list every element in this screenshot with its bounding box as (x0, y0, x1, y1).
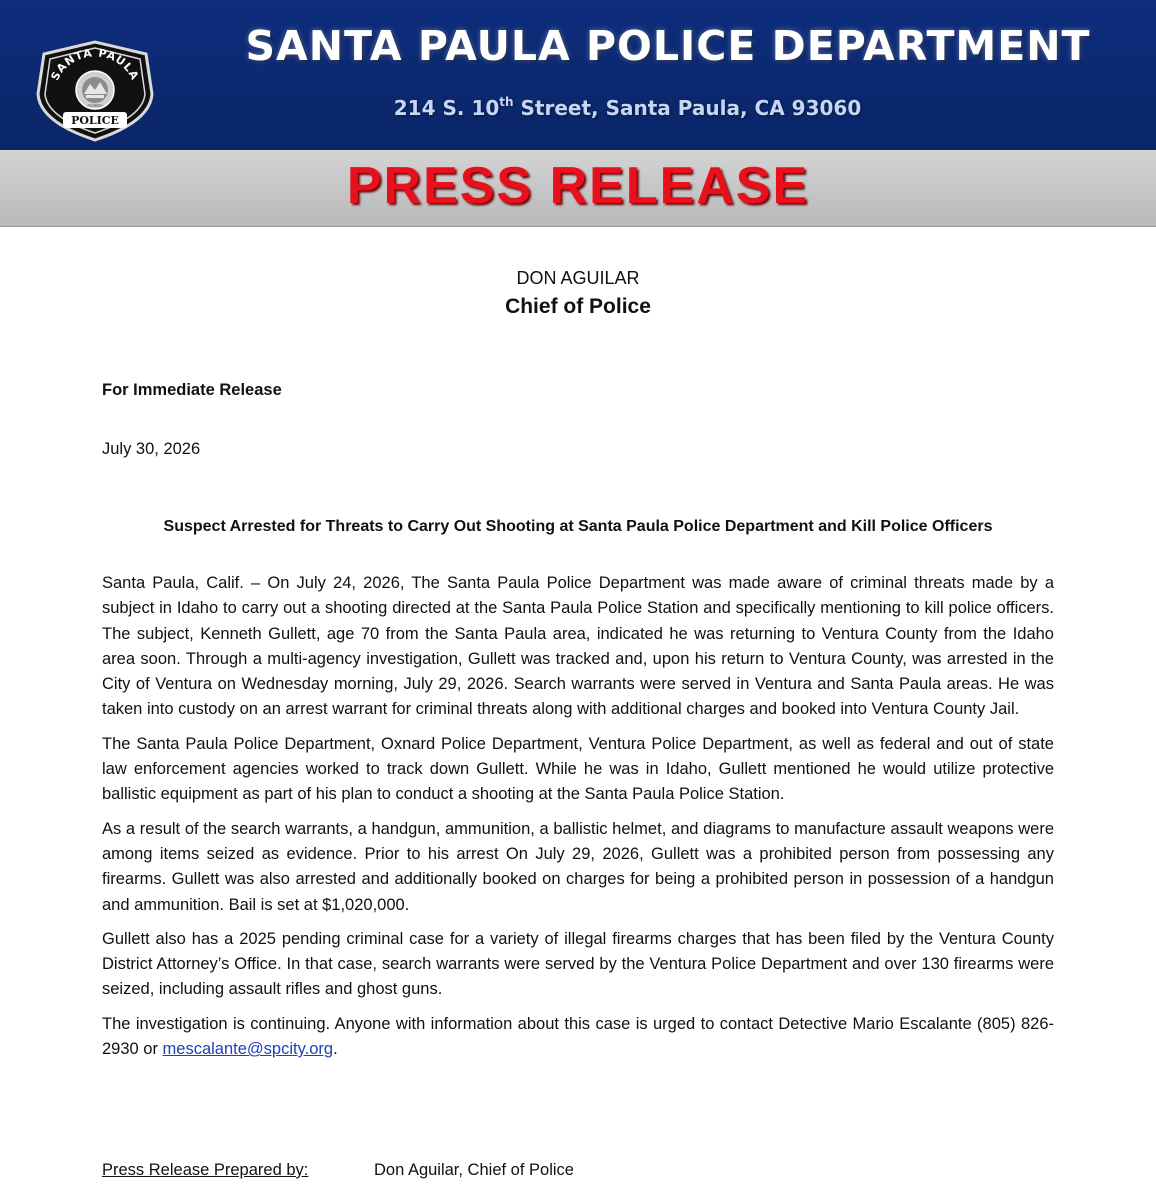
release-date: July 30, 2026 (102, 440, 201, 458)
address-superscript: th (499, 95, 514, 109)
body-paragraph: Santa Paula, Calif. – On July 24, 2026, The Santa Paula Police Department was made aware of criminal threats made by a subject in Idaho to carry out a shooting directed at the Santa Paula Police Station and specifically mentioning to kill police officers. The subject, Kenneth Gullett, age 70 from the Santa Paula area, indicated he was returning to Ventura County from the Idaho area soon. Through a multi-agency investigation, Gullett was tracked and, upon his return to Ventura County, was arrested in the City of Ventura on Wednesday morning, July 29, 2026. Search warrants were served in Ventura and Santa Paula areas. He was taken into custody on an arrest warrant for criminal threats along with additional charges and booked into Ventura County Jail. (102, 574, 1054, 719)
prepared-by-name: Don Aguilar, Chief of Police (374, 1161, 574, 1179)
department-name: SANTA PAULA POLICE DEPARTMENT (245, 22, 1091, 70)
badge-seal-text: FOUNDED (87, 103, 103, 108)
badge-bottom-text: POLICE (71, 114, 119, 127)
press-release-title: PRESS RELEASE (346, 157, 810, 215)
press-release-banner (0, 150, 1156, 227)
contact-text: The investigation is continuing. Anyone with information about this case is urged to contact Detective Mario Escalante (805) 826-2930 or (102, 1014, 1054, 1059)
body-paragraph: The Santa Paula Police Department, Oxnard Police Department, Ventura Police Department, as well as federal and out of state law enforcement agencies worked to track down Gullett. While he was in Idaho, Gullett mentioned he would utilize protective ballistic equipment as part of his plan to conduct a shooting at the Santa Paula Police Station. (102, 734, 1054, 804)
chief-title: Chief of Police (505, 295, 651, 318)
prepared-by-label: Press Release Prepared by: (102, 1161, 309, 1179)
address-suffix: Street, Santa Paula, CA 93060 (513, 96, 862, 120)
body-paragraph: As a result of the search warrants, a handgun, ammunition, a ballistic helmet, and diagrams to manufacture assault weapons were among items seized as evidence. Prior to his arrest On July 29, 2026, Gullett was a prohibited person from possessing any firearms. Gullett was also arrested and additionally booked on charges for being a prohibited person in possession of a handgun and ammunition. Bail is set at $1,020,000. (102, 819, 1054, 914)
release-note: For Immediate Release (102, 381, 282, 399)
address-prefix: 214 S. 10 (393, 96, 500, 120)
headline: Suspect Arrested for Threats to Carry Out Shooting at Santa Paula Police Department and Kill Police Officers (163, 518, 993, 535)
header-band (0, 0, 1156, 150)
contact-email-link[interactable]: mescalante@spcity.org (162, 1040, 334, 1059)
contact-paragraph (102, 1012, 1054, 1063)
chief-name: DON AGUILAR (516, 268, 640, 288)
badge-top-text: SANTA PAULA (48, 46, 142, 83)
department-address (180, 96, 1075, 120)
contact-trailing: . (333, 1040, 338, 1059)
prepared-by-line (102, 1161, 574, 1180)
police-badge-icon (32, 40, 158, 144)
release-body (102, 571, 1054, 1071)
body-paragraph: Gullett also has a 2025 pending criminal case for a variety of illegal firearms charges that has been filed by the Ventura County District Attorney’s Office. In that case, search warrants were served by the Ventura Police Department and over 130 firearms were seized, including assault rifles and ghost guns. (102, 929, 1054, 999)
